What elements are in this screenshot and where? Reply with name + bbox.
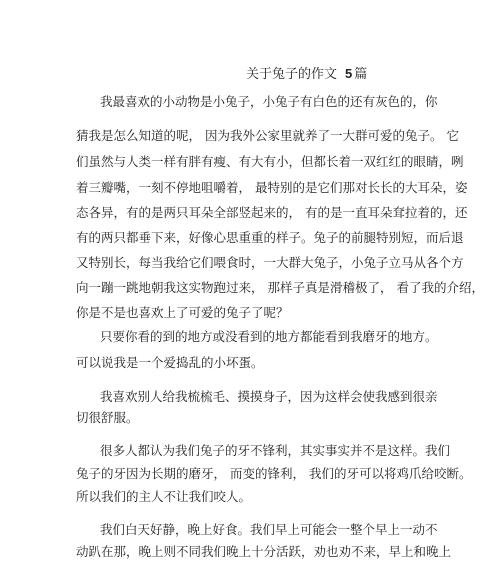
paragraph-line: 着三瓣嘴，一刻不停地咀嚼着， 最特别的是它们那对长长的大耳朵，姿 — [76, 180, 468, 195]
paragraph-line: 很多人都认为我们兔子的牙不锋利，其实事实并不是这样。我们 — [100, 443, 451, 458]
paragraph-line: 有的两只都垂下来，好像心思重重的样子。兔子的前腿特别短，而后退 — [76, 230, 464, 245]
paragraph-line: 我最喜欢的小动物是小兔子，小兔子有白色的还有灰色的，你 — [100, 94, 438, 109]
paragraph-line: 向一蹦一跳地朝我这实物跑过来， 那样子真是滑稽极了， 看了我的介绍， — [76, 280, 484, 295]
paragraph-line: 只要你看的到的地方或没看到的地方都能看到我磨牙的地方。 — [100, 329, 438, 344]
paragraph-line: 动趴在那，晚上则不同我们晚上十分活跃，劝也劝不来，早上和晚上 — [76, 544, 452, 559]
title-number: 5 — [345, 66, 353, 81]
title-text: 关于兔子的作文 — [246, 67, 338, 82]
paragraph-line: 猜我是怎么知道的呢， 因为我外公家里就养了一大群可爱的兔子。 它 — [76, 128, 459, 143]
paragraph-line: 可以说我是一个爱捣乱的小坏蛋。 — [76, 355, 264, 370]
paragraph-line: 态各异，有的是两只耳朵全部竖起来的， 有的是一直耳朵耷拉着的，还 — [76, 205, 468, 220]
paragraph-line: 们虽然与人类一样有胖有瘦、有大有小，但都长着一双红红的眼睛，咧 — [76, 154, 464, 169]
document-title — [246, 66, 367, 83]
paragraph-line: 又特别长，每当我给它们喂食时，一大群大兔子，小兔子立马从各个方 — [76, 255, 464, 270]
paragraph-line: 所以我们的主人不让我们咬人。 — [76, 489, 252, 504]
paragraph-line: 你是不是也喜欢上了可爱的兔子了呢？ — [76, 305, 289, 320]
paragraph-line: 兔子的牙因为长期的磨牙， 而变的锋利， 我们的牙可以将鸡爪给咬断。 — [76, 466, 472, 481]
paragraph-line: 我们白天好静，晚上好食。我们早上可能会一整个早上一动不 — [100, 522, 438, 537]
paragraph-line: 切很舒服。 — [76, 410, 139, 425]
paragraph-line: 我喜欢别人给我梳梳毛、摸摸身子，因为这样会使我感到很亲 — [100, 389, 438, 404]
title-suffix: 篇 — [354, 67, 368, 82]
